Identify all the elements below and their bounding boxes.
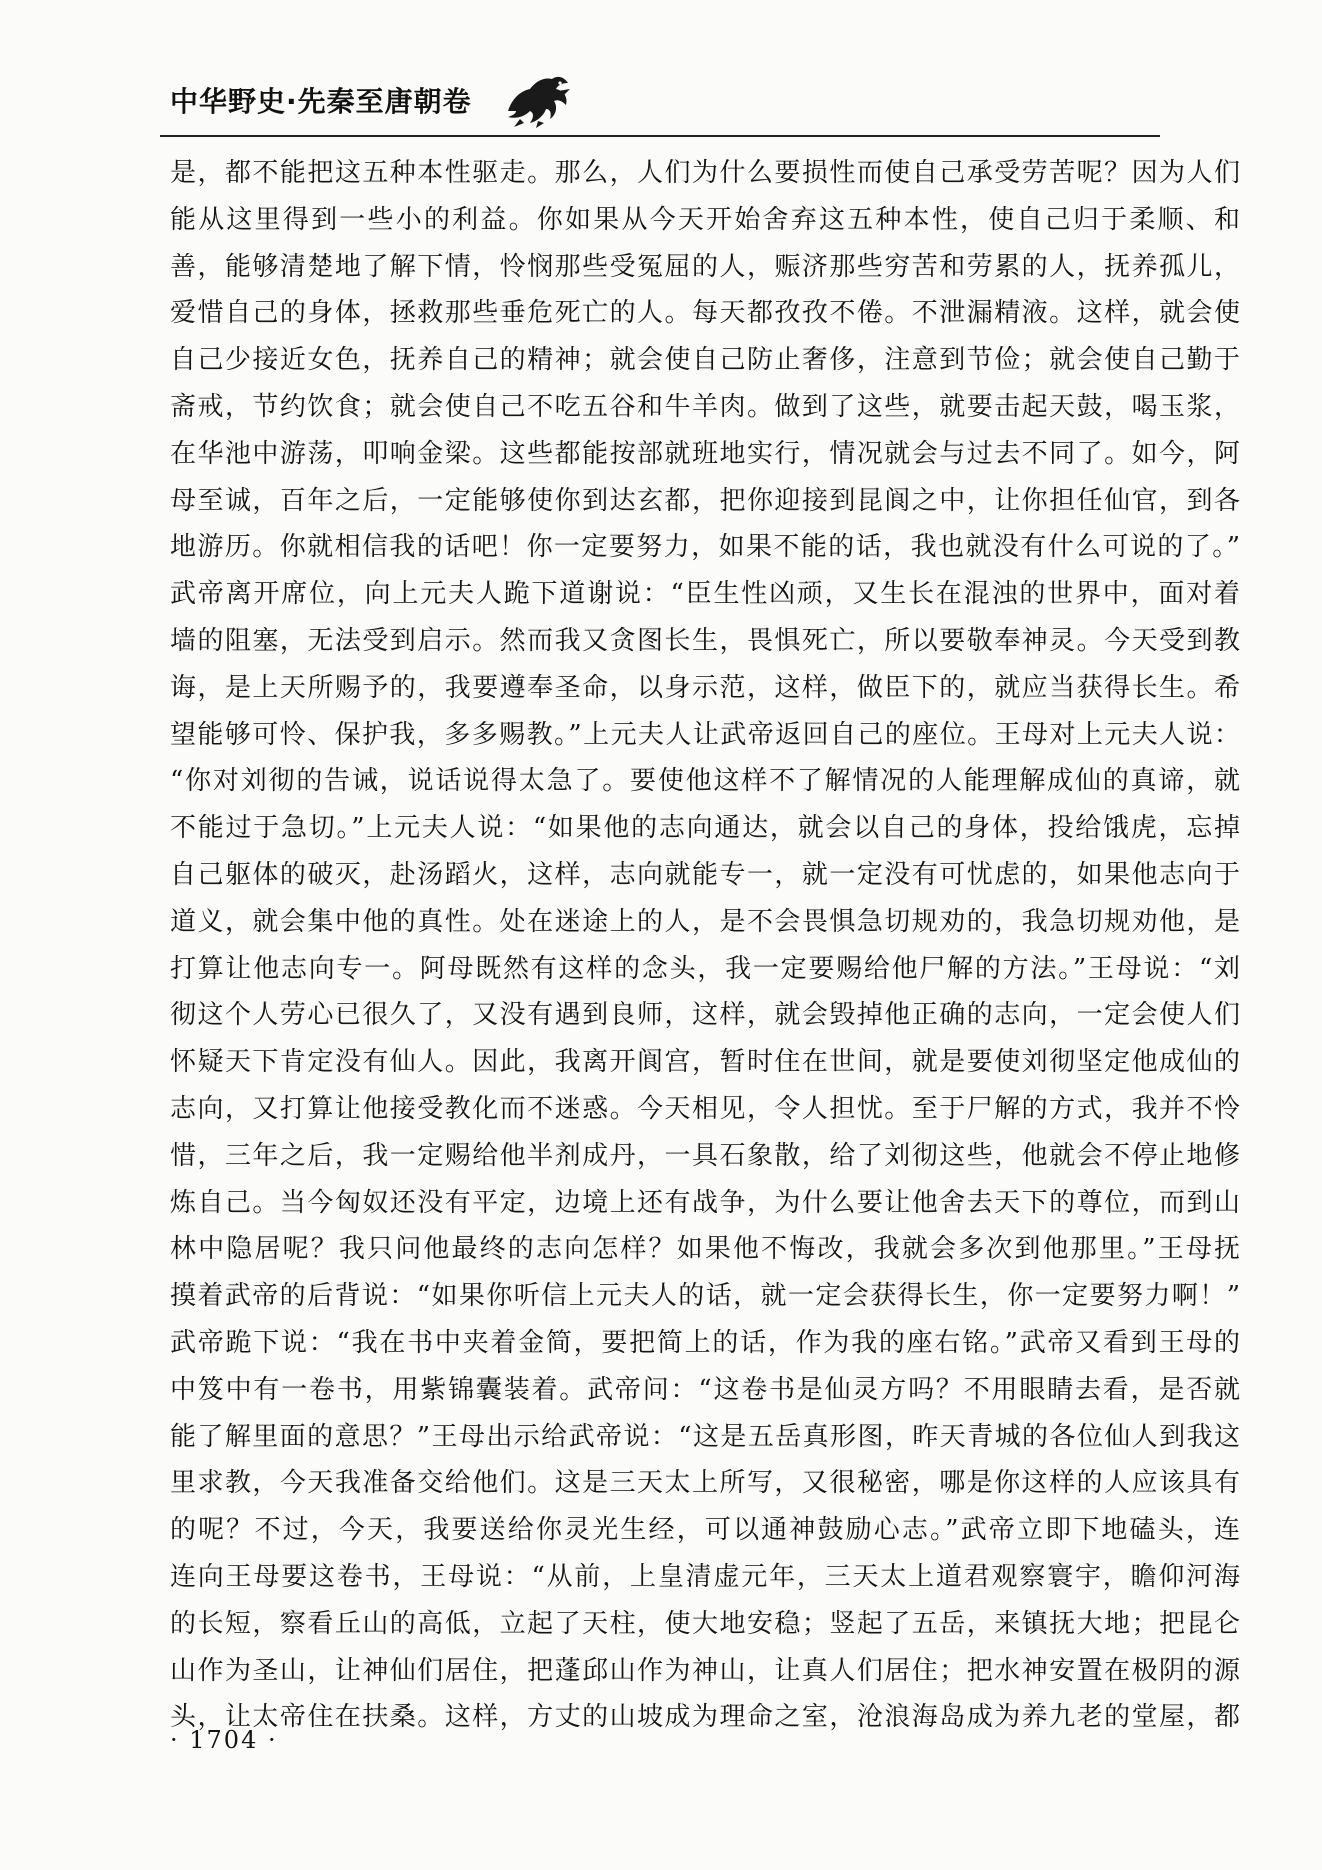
text-line: 能了解里面的意思？”王母出示给武帝说：“这是五岳真形图，昨天青城的各位仙人到我这 [170, 1421, 1240, 1452]
text-line: 头，让太帝住在扶桑。这样，方丈的山坡成为理命之室，沧浪海岛成为养九老的堂屋，都 [170, 1702, 1240, 1733]
text-line: 连向王母要这卷书，王母说：“从前，上皇清虚元年，三天太上道君观察寰宇，瞻仰河海 [170, 1561, 1240, 1592]
page-number: · 1704 · [170, 1726, 278, 1754]
text-line: 志向，又打算让他接受教化而不迷惑。今天相见，令人担忧。至于尸解的方式，我并不怜 [170, 1093, 1240, 1124]
text-line: 善，能够清楚地了解下情，怜悯那些受冤屈的人，赈济那些穷苦和劳累的人，抚养孤儿， [170, 251, 1240, 282]
text-line: 斋戒，节约饮食；就会使自己不吃五谷和牛羊肉。做到了这些，就要击起天鼓，喝玉浆， [170, 391, 1240, 422]
text-line: 自己少接近女色，抚养自己的精神；就会使自己防止奢侈，注意到节俭；就会使自己勤于 [170, 345, 1240, 376]
text-line: 望能够可怜、保护我，多多赐教。”上元夫人让武帝返回自己的座位。王母对上元夫人说： [170, 719, 1240, 750]
text-line: 的呢？不过，今天，我要送给你灵光生经，可以通神鼓励心志。”武帝立即下地磕头，连 [170, 1515, 1240, 1546]
dragon-icon [498, 71, 576, 129]
text-line: 在华池中游荡，叩响金梁。这些都能按部就班地实行，情况就会与过去不同了。如今，阿 [170, 438, 1240, 469]
running-header [170, 78, 576, 122]
text-line: 里求教，今天我准备交给他们。这是三天太上所写，又很秘密，哪是你这样的人应该具有 [170, 1468, 1240, 1499]
text-line: 诲，是上天所赐予的，我要遵奉圣命，以身示范，这样，做臣下的，就应当获得长生。希 [170, 672, 1240, 703]
text-line: 山作为圣山，让神仙们居住，把蓬邱山作为神山，让真人们居住；把水神安置在极阴的源 [170, 1655, 1240, 1686]
text-line: 自己躯体的破灭，赴汤蹈火，这样，志向就能专一，就一定没有可忧虑的，如果他志向于 [170, 859, 1240, 890]
text-line: 爱惜自己的身体，拯救那些垂危死亡的人。每天都孜孜不倦。不泄漏精液。这样，就会使 [170, 298, 1240, 329]
text-line: 地游历。你就相信我的话吧！你一定要努力，如果不能的话，我也就没有什么可说的了。” [170, 532, 1240, 563]
text-line: 墙的阻塞，无法受到启示。然而我又贪图长生，畏惧死亡，所以要敬奉神灵。今天受到教 [170, 625, 1240, 656]
text-line: 能从这里得到一些小的利益。你如果从今天开始舍弃这五种本性，使自己归于柔顺、和 [170, 204, 1240, 235]
text-line: 是，都不能把这五种本性驱走。那么，人们为什么要损性而使自己承受劳苦呢？因为人们 [170, 158, 1240, 188]
text-line: 打算让他志向专一。阿母既然有这样的念头，我一定要赐给他尸解的方法。”王母说：“刘 [170, 953, 1240, 984]
text-line: 的长短，察看丘山的高低，立起了天柱，使大地安稳；竖起了五岳，来镇抚大地；把昆仑 [170, 1608, 1240, 1639]
text-line: 惜，三年之后，我一定赐给他半剂成丹，一具石象散，给了刘彻这些，他就会不停止地修 [170, 1140, 1240, 1171]
body-text [170, 150, 1240, 1741]
book-title: 中华野史·先秦至唐朝卷 [170, 85, 472, 118]
text-line: 彻这个人劳心已很久了，又没有遇到良师，这样，就会毁掉他正确的志向，一定会使人们 [170, 1000, 1240, 1031]
header-divider [160, 135, 1160, 137]
text-line: “你对刘彻的告诫，说话说得太急了。要使他这样不了解情况的人能理解成仙的真谛，就 [170, 766, 1240, 797]
text-line: 摸着武帝的后背说：“如果你听信上元夫人的话，就一定会获得长生，你一定要努力啊！” [170, 1281, 1240, 1312]
text-line: 道义，就会集中他的真性。处在迷途上的人，是不会畏惧急切规劝的，我急切规劝他，是 [170, 906, 1240, 937]
text-line: 母至诚，百年之后，一定能够使你到达玄都，把你迎接到昆阆之中，让你担任仙官，到各 [170, 485, 1240, 516]
text-line: 武帝跪下说：“我在书中夹着金简，要把简上的话，作为我的座右铭。”武帝又看到王母的 [170, 1327, 1240, 1358]
text-line: 武帝离开席位，向上元夫人跪下道谢说：“臣生性凶顽，又生长在混浊的世界中，面对着 [170, 579, 1240, 610]
text-line: 中笈中有一卷书，用紫锦囊装着。武帝问：“这卷书是仙灵方吗？不用眼睛去看，是否就 [170, 1374, 1240, 1405]
text-line: 林中隐居呢？我只问他最终的志向怎样？如果他不悔改，我就会多次到他那里。”王母抚 [170, 1234, 1240, 1265]
text-line: 不能过于急切。”上元夫人说：“如果他的志向通达，就会以自己的身体，投给饿虎，忘掉 [170, 813, 1240, 844]
text-line: 炼自己。当今匈奴还没有平定，边境上还有战争，为什么要让他舍去天下的尊位，而到山 [170, 1187, 1240, 1218]
text-line: 怀疑天下肯定没有仙人。因此，我离开阆宫，暂时住在世间，就是要使刘彻坚定他成仙的 [170, 1047, 1240, 1078]
